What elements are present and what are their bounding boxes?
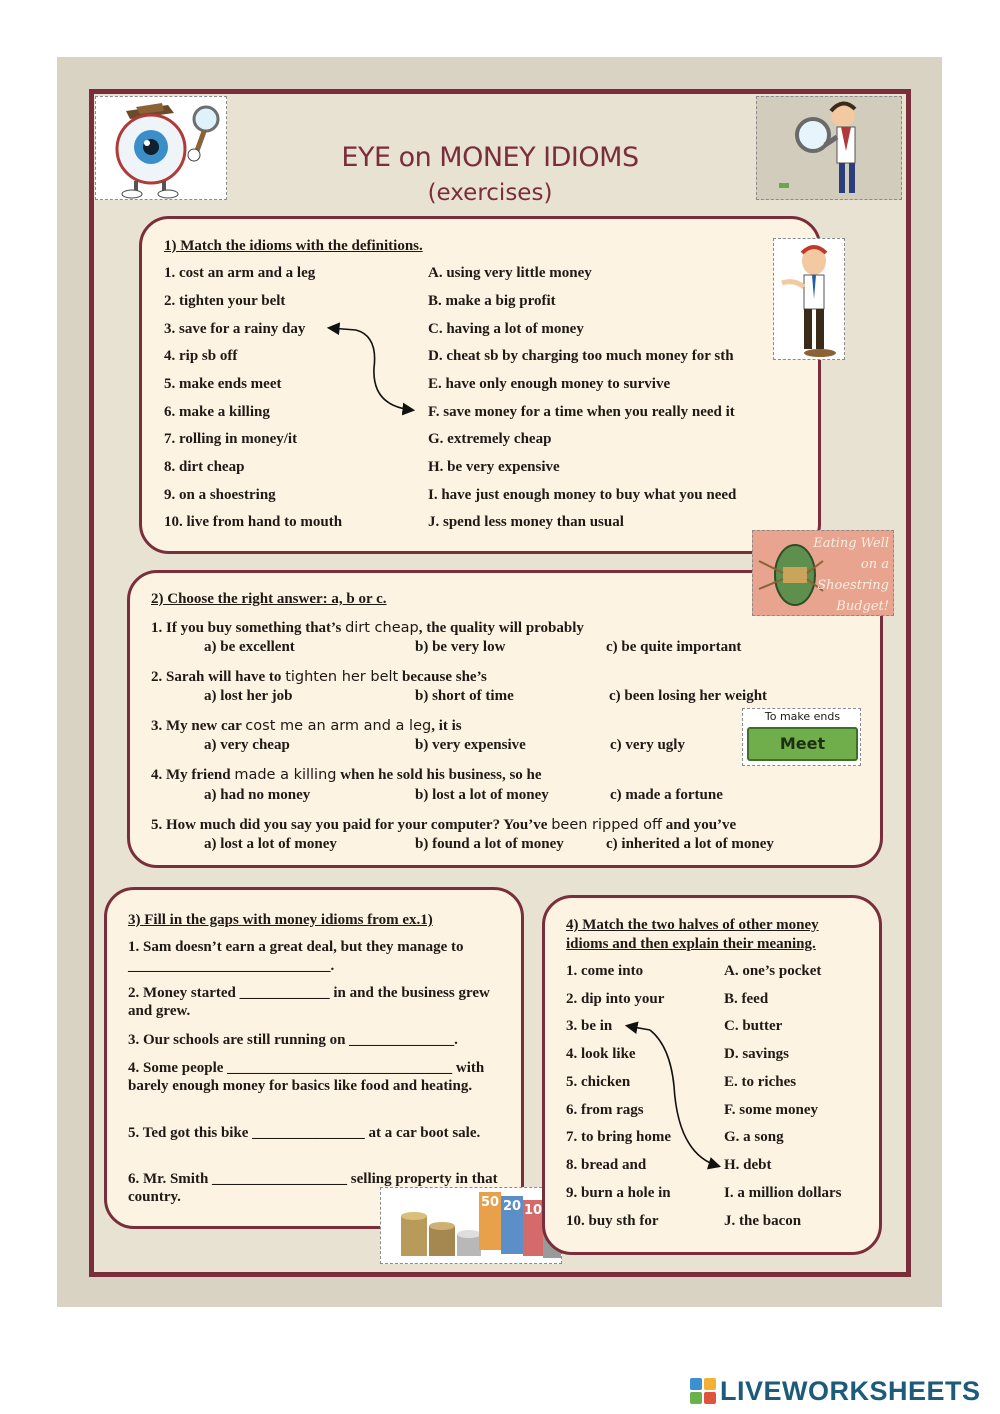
page-subtitle: (exercises)	[427, 180, 553, 206]
answer-option-c: c) been losing her weight	[609, 688, 768, 704]
worried-man-icon	[774, 239, 845, 360]
question-stem	[151, 668, 487, 686]
idiom-half-left: 5. chicken	[566, 1074, 631, 1090]
shoestring-caption-line: Eating Well	[813, 536, 889, 551]
question-idiom: been ripped off	[551, 817, 663, 833]
exercise-4-heading: idioms and then explain their meaning.	[566, 936, 816, 952]
question-idiom: cost me an arm and a leg	[245, 718, 432, 734]
question-text: 5. How much did you say you paid for your computer? You’ve	[151, 817, 552, 833]
answer-option-a: a) be excellent	[204, 639, 295, 655]
idiom-half-left: 6. from rags	[566, 1102, 644, 1118]
euro-note-icon: 10	[523, 1200, 543, 1256]
idiom-half-right: C. butter	[724, 1018, 783, 1034]
answer-option-b: b) lost a lot of money	[415, 787, 549, 803]
liveworksheets-logo-icon	[690, 1378, 716, 1404]
definition-item: I. have just enough money to buy what you need	[428, 487, 737, 503]
gap-sentence: 3. Our schools are still running on ______________.	[128, 1032, 458, 1048]
question-stem	[151, 816, 736, 834]
answer-option-c: c) inherited a lot of money	[606, 836, 774, 852]
idiom-item: 5. make ends meet	[164, 376, 282, 392]
answer-option-a: a) had no money	[204, 787, 311, 803]
exercise-4-heading: 4) Match the two halves of other money	[566, 917, 819, 933]
definition-item: C. having a lot of money	[428, 321, 584, 337]
idiom-item: 6. make a killing	[164, 404, 270, 420]
question-text: , it is	[431, 718, 462, 734]
definition-item: A. using very little money	[428, 265, 592, 281]
idiom-half-right: I. a million dollars	[724, 1185, 842, 1201]
brand-name: LIVEWORKSHEETS	[720, 1375, 981, 1406]
question-idiom: made a killing	[234, 767, 337, 783]
idiom-half-left: 7. to bring home	[566, 1129, 671, 1145]
exercise-2-heading: 2) Choose the right answer: a, b or c.	[151, 591, 387, 607]
gap-sentence: 1. Sam doesn’t earn a great deal, but they manage to	[128, 939, 464, 955]
answer-option-b: b) found a lot of money	[415, 836, 564, 852]
idiom-item: 3. save for a rainy day	[164, 321, 306, 337]
idiom-item: 7. rolling in money/it	[164, 431, 298, 447]
question-text: 4. My friend	[151, 767, 235, 783]
magnifier-man-icon	[757, 97, 902, 200]
idiom-half-left: 4. look like	[566, 1046, 636, 1062]
idiom-half-right: A. one’s pocket	[724, 963, 822, 979]
answer-option-c: c) very ugly	[610, 737, 685, 753]
question-text: when he sold his business, so he	[336, 767, 542, 783]
idiom-half-right: G. a song	[724, 1129, 784, 1145]
answer-option-c: c) made a fortune	[610, 787, 723, 803]
definition-item: B. make a big profit	[428, 293, 556, 309]
idiom-half-right: J. the bacon	[724, 1213, 802, 1229]
idiom-item: 10. live from hand to mouth	[164, 514, 343, 530]
shoestring-caption-line: Shoestring	[817, 578, 889, 593]
definition-item: G. extremely cheap	[428, 431, 552, 447]
ends-meet-caption: To make ends	[764, 710, 841, 723]
question-text: 3. My new car	[151, 718, 246, 734]
idiom-half-left: 1. come into	[566, 963, 644, 979]
gap-blank: ___________________________.	[128, 958, 335, 974]
answer-option-b: b) short of time	[415, 688, 514, 704]
page-title: EYE on MONEY IDIOMS	[341, 142, 639, 173]
example-arrow-1	[318, 318, 428, 418]
eye-detective-icon	[96, 97, 227, 200]
idiom-item: 9. on a shoestring	[164, 487, 276, 503]
answer-option-a: a) lost a lot of money	[204, 836, 337, 852]
question-text: , the quality will probably	[418, 620, 584, 636]
idiom-half-left: 8. bread and	[566, 1157, 647, 1173]
definition-item: H. be very expensive	[428, 459, 560, 475]
liveworksheets-brand	[690, 1374, 981, 1408]
question-text: because she’s	[398, 669, 487, 685]
magnifier-man-image	[756, 96, 902, 200]
euro-money-image	[380, 1187, 562, 1264]
answer-option-b: b) be very low	[415, 639, 506, 655]
idiom-half-right: F. some money	[724, 1102, 819, 1118]
idiom-half-left: 2. dip into your	[566, 991, 665, 1007]
exercise-3-heading: 3) Fill in the gaps with money idioms from ex.1)	[128, 912, 433, 928]
idiom-item: 8. dirt cheap	[164, 459, 245, 475]
question-text: 2. Sarah will have to	[151, 669, 286, 685]
definition-item: J. spend less money than usual	[428, 514, 624, 530]
ends-meet-image	[742, 708, 861, 766]
idiom-item: 2. tighten your belt	[164, 293, 286, 309]
question-idiom: tighten her belt	[285, 669, 399, 685]
idiom-half-left: 9. burn a hole in	[566, 1185, 671, 1201]
answer-option-a: a) very cheap	[204, 737, 290, 753]
answer-option-a: a) lost her job	[204, 688, 293, 704]
definition-item: F. save money for a time when you really need it	[428, 404, 735, 420]
gap-sentence: 4. Some people ______________________________ with barely enough money for basics like food and heating.	[128, 1060, 485, 1094]
idiom-item: 4. rip sb off	[164, 348, 238, 364]
question-stem	[151, 619, 584, 637]
shoestring-caption	[809, 533, 889, 616]
idiom-half-left: 10. buy sth for	[566, 1213, 659, 1229]
eye-detective-image	[95, 96, 227, 200]
idiom-item: 1. cost an arm and a leg	[164, 265, 316, 281]
shoestring-caption-line: on a	[860, 557, 889, 572]
euro-note-icon: 50	[479, 1192, 501, 1250]
worried-man-image	[773, 238, 845, 360]
definition-item: D. cheat sb by charging too much money for sth	[428, 348, 734, 364]
exercise-1-heading: 1) Match the idioms with the definitions.	[164, 238, 423, 254]
idiom-half-right: E. to riches	[724, 1074, 797, 1090]
answer-option-b: b) very expensive	[415, 737, 526, 753]
idiom-half-right: D. savings	[724, 1046, 790, 1062]
dollar-bill-icon: Meet	[747, 727, 858, 761]
question-stem	[151, 717, 462, 735]
question-text: 1. If you buy something that’s	[151, 620, 346, 636]
question-stem	[151, 766, 542, 784]
shoestring-budget-image	[752, 530, 894, 616]
definition-item: E. have only enough money to survive	[428, 376, 671, 392]
gap-sentence: 5. Ted got this bike _______________ at a car boot sale.	[128, 1125, 481, 1141]
shoestring-caption-line: Budget!	[836, 599, 889, 614]
idiom-half-right: H. debt	[724, 1157, 772, 1173]
question-idiom: dirt cheap	[345, 620, 419, 636]
idiom-half-right: B. feed	[724, 991, 769, 1007]
answer-option-c: c) be quite important	[606, 639, 742, 655]
euro-note-icon: 20	[501, 1196, 523, 1254]
gap-sentence: 2. Money started ____________ in and the business grew and grew.	[128, 985, 490, 1019]
idiom-half-left: 3. be in	[566, 1018, 613, 1034]
question-text: and you’ve	[662, 817, 737, 833]
example-arrow-2	[618, 1016, 728, 1176]
gap-sentence: 6. Mr. Smith __________________ selling property in that country.	[128, 1171, 498, 1205]
